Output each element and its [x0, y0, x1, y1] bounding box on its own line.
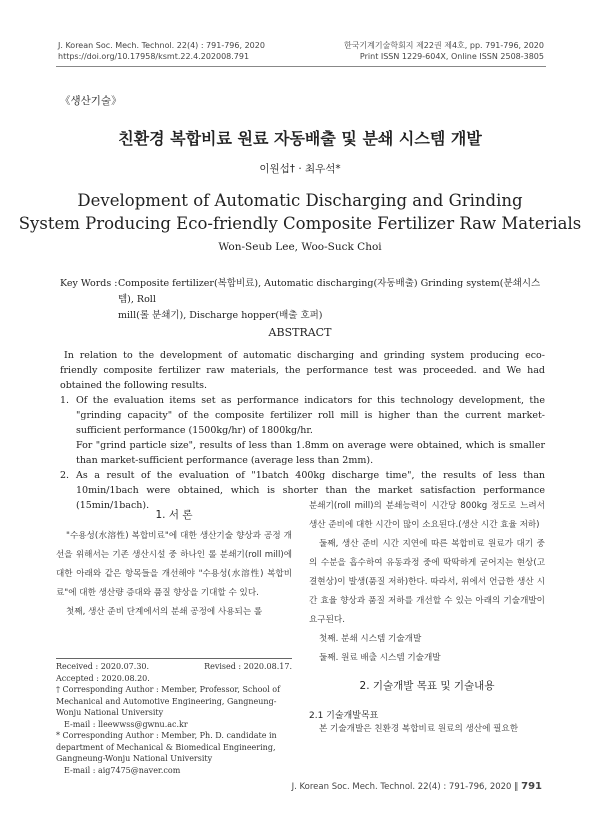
- header-divider: [56, 66, 546, 67]
- footnote-block: [56, 661, 292, 776]
- issn-info: Print ISSN 1229-604X, Online ISSN 2508-3805: [359, 52, 544, 61]
- paragraph: 첫째, 생산 준비 단계에서의 분쇄 공정에 사용되는 롤: [66, 607, 263, 617]
- received-date: Received : 2020.07.30.: [56, 662, 150, 671]
- keywords-block: [60, 276, 550, 324]
- abstract-item-number: [60, 438, 76, 468]
- abstract-item-number: 2.: [60, 470, 70, 481]
- english-title-line2: System Producing Eco-friendly Composite Fertilizer Raw Materials: [18, 214, 582, 233]
- abstract-item: [60, 438, 545, 468]
- revised-date: Revised : 2020.08.17.: [204, 662, 292, 671]
- abstract-item-text: Of the evaluation items set as performance indicators for this technology development, the "grinding capacity" of the composite fertilizer roll mill is higher than the current market-sufficient performance (1500kg/hr) of 1800kg/hr.: [76, 395, 545, 436]
- right-column-body-cont: [309, 720, 545, 739]
- korean-authors: 이원섭† · 최우석*: [259, 163, 341, 175]
- doi-link[interactable]: https://doi.org/10.17958/ksmt.22.4.202008.791: [58, 52, 250, 61]
- paragraph: 분쇄기(roll mill)의 분쇄능력이 시간당 800kg 정도로 느려서 생산 준비에 대한 시간이 많이 소요된다.(생산 시간 효율 저하): [309, 501, 545, 530]
- korean-title: 친환경 복합비료 원료 자동배출 및 분쇄 시스템 개발: [118, 129, 482, 148]
- email-2: E-mail : aig7475@naver.com: [64, 765, 181, 775]
- footer-citation: J. Korean Soc. Mech. Technol. 22(4) : 791-796, 2020 ‖: [291, 782, 519, 792]
- keywords-line1: Composite fertilizer(복합비료), Automatic discharging(자동배출) Grinding system(분쇄시스템), Roll: [118, 278, 541, 305]
- journal-citation: J. Korean Soc. Mech. Technol. 22(4) : 791-796, 2020: [58, 41, 265, 50]
- paragraph: 본 기술개발은 친환경 복합비료 원료의 생산에 필요한: [319, 724, 519, 734]
- keywords-line2: mill(롤 분쇄기), Discharge hopper(배출 호퍼): [118, 310, 323, 321]
- left-column-body: [56, 527, 292, 622]
- english-title-line1: Development of Automatic Discharging and Grinding: [77, 191, 523, 210]
- keywords-label: Key Words :: [60, 278, 118, 289]
- paragraph: "수용성(水溶性) 복합비료"에 대한 생산기술 향상과 공정 개선을 위해서는 기존 생산시설 중 하나인 롤 분쇄기(roll mill)에 대한 아래와 같은 항목들을 개선해야 "수용성(水溶性) 복합비료"에 대한 생산량 증대와 품질 향상을 기대할 수 있다.: [56, 531, 292, 598]
- paragraph: 둘째, 생산 준비 시간 지연에 따른 복합비료 원료가 대기 중의 수분을 흡수하여 유동과정 중에 딱딱하게 굳어지는 현상(고결현상)이 발생(품질 저하)한다. 따라서, 위에서 언급한 생산 시간 효율 향상과 품질 저하를 개선할 수 있는 아래의 기술개발이 요구된다.: [309, 539, 545, 625]
- journal-citation-korean: 한국기계기술학회지 제22권 제4호, pp. 791-796, 2020: [343, 41, 544, 50]
- abstract-item-text: For "grind particle size", results of less than 1.8mm on average were obtained, which is smaller than market-sufficient performance (average less than 2mm).: [76, 440, 545, 466]
- accepted-date: Accepted : 2020.08.20.: [56, 673, 150, 683]
- abstract-heading: ABSTRACT: [268, 326, 332, 339]
- abstract-intro: In relation to the development of automatic discharging and grinding system producing eco-friendly composite fertilizer raw materials, the performance test was proceeded. and We had obtained the following results.: [60, 350, 545, 391]
- section-heading-goals: 2. 기술개발 목표 및 기술내용: [359, 680, 495, 692]
- subsection-heading: 2.1 기술개발목표: [309, 711, 379, 721]
- paragraph: 둘째. 원료 배출 시스템 기술개발: [319, 653, 441, 663]
- page-footer: [292, 781, 542, 792]
- footnote-divider: [56, 658, 292, 659]
- right-column-body: [309, 497, 545, 668]
- abstract-item-text: As a result of the evaluation of "1batch 400kg discharge time", the results of less than 10min/1bach were obtained, which is shorter than the market satisfaction performance (15min/1bach).: [76, 470, 545, 511]
- email-1: E-mail : lleewwss@gwnu.ac.kr: [64, 719, 188, 729]
- section-heading-introduction: 1. 서 론: [155, 509, 193, 521]
- english-authors: Won-Seub Lee, Woo-Suck Choi: [218, 241, 382, 253]
- page-number: 791: [521, 781, 542, 792]
- abstract-item: [60, 393, 545, 438]
- paragraph: 첫째. 분쇄 시스템 기술개발: [319, 634, 422, 644]
- abstract-item-number: 1.: [60, 395, 70, 406]
- abstract-body: [60, 348, 545, 513]
- category-label: 《생산기술》: [60, 95, 122, 107]
- corresponding-author-1: † Corresponding Author : Member, Professor, School of Mechanical and Automotive Engineering, Gangneung-Wonju National University: [56, 685, 281, 717]
- corresponding-author-2: * Corresponding Author : Member, Ph. D. candidate in department of Mechanical & Biomedical Engineering, Gangneung-Wonju National University: [56, 731, 277, 763]
